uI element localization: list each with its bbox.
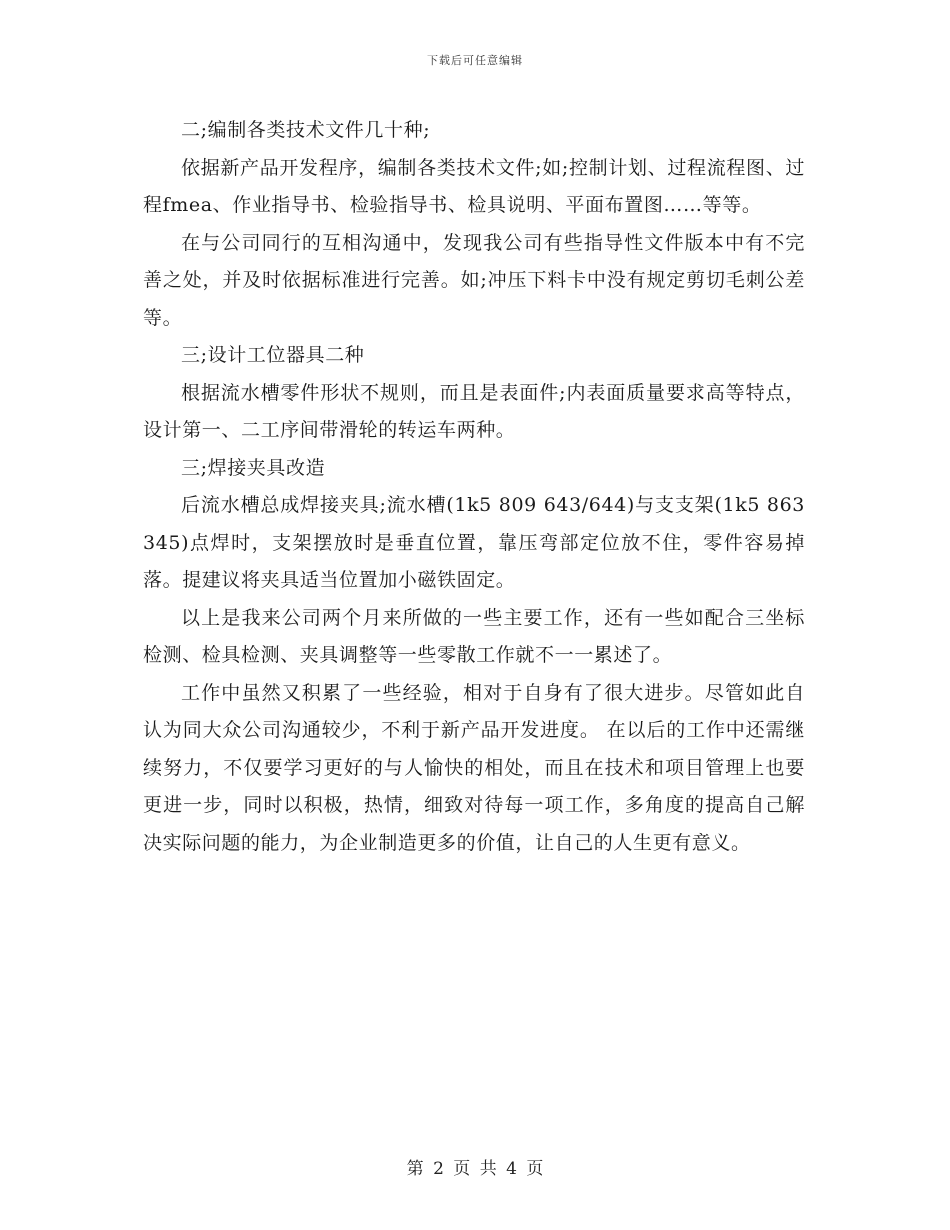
section-heading: 三;焊接夹具改造	[181, 456, 326, 479]
section-heading: 三;设计工位器具二种	[181, 344, 365, 366]
paragraph: 以上是我来公司两个月来所做的一些主要工作，还有一些如配合三坐标检测、检具检测、夹具调整等一些零散工作就不一一累述了。	[143, 606, 805, 666]
paragraph: 依据新产品开发程序，编制各类技术文件;如;控制计划、过程流程图、过程fmea、作业指导书、检验指导书、检具说明、平面布置图……等等。	[143, 156, 805, 216]
paragraph: 根据流水槽零件形状不规则，而且是表面件;内表面质量要求高等特点，设计第一、二工序间带滑轮的转运车两种。	[143, 381, 805, 441]
document-body	[143, 112, 805, 862]
paragraph: 二;编制各类技术文件几十种;	[181, 119, 431, 141]
paragraph: 后流水槽总成焊接夹具;流水槽(1k5 809 643/644)与支支架(1k5 863 345)点焊时，支架摆放时是垂直位置，靠压弯部定位放不住，零件容易掉落。提建议将夹具适当位置加小磁铁固定。	[143, 494, 805, 591]
paragraph: 工作中虽然又积累了一些经验，相对于自身有了很大进步。尽管如此自认为同大众公司沟通较少，不利于新产品开发进度。 在以后的工作中还需继续努力，不仅要学习更好的与人愉快的相处，而且在技术和项目管理上也要更进一步，同时以积极，热情，细致对待每一项工作，多角度的提高自己解决实际问题的能力，为企业制造更多的价值，让自己的人生更有意义。	[143, 681, 805, 854]
page-header: 下载后可任意编辑	[427, 54, 523, 67]
paragraph: 在与公司同行的互相沟通中，发现我公司有些指导性文件版本中有不完善之处，并及时依据标准进行完善。如;冲压下料卡中没有规定剪切毛刺公差等。	[143, 231, 805, 329]
page-number-footer: 第 2 页 共 4 页	[406, 1159, 544, 1179]
